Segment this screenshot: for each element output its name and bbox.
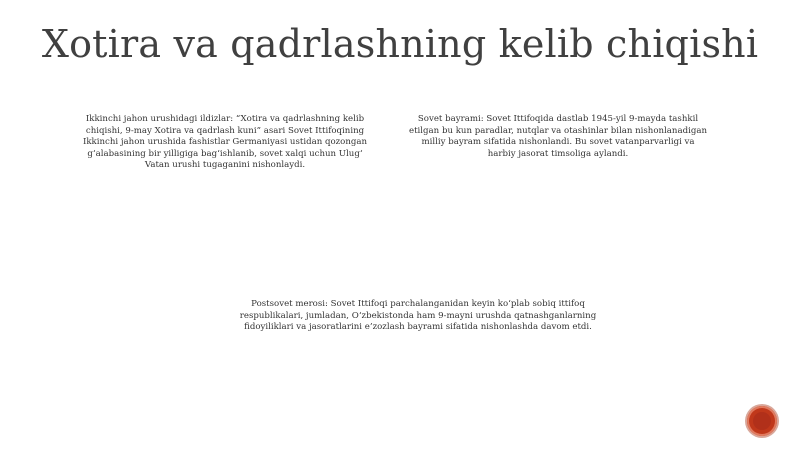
right-text-box: Sovet bayrami: Sovet Ittifoqida dastlab 1945-yil 9-mayda tashkil etilgan bu kun paradlar, nutqlar va otashinlar bilan nishonlanadigan milliy bayram sifatida nishonlandi. Bu sovet vatanparvarligi va harbiy jasorat timsoliga aylandi. — [409, 114, 707, 159]
left-text-box: Ikkinchi jahon urushidagi ildizlar: “Xotira va qadrlashning kelib chiqishi, 9-may Xotira va qadrlash kuni” asari Sovet Ittifoqining Ikkinchi jahon urushida fashistlar Germaniyasi ustidan qozongan g‘alabasining bir yilligiga bag‘ishlanib, sovet xalqi uchun Ulug‘ Vatan urushi tugaganini nishonlaydi. — [82, 114, 368, 171]
slide-title: Xotira va qadrlashning kelib chiqishi — [41, 22, 759, 66]
bottom-text-box: Postsovet merosi: Sovet Ittifoqi parchalanganidan keyin ko‘plab sobiq ittifoq respublikalari, jumladan, O‘zbekistonda ham 9-mayni urushda qatnashganlarning fidoyiliklari va jasoratlarini e’zozlash bayrami sifatida nishonlashda davom etdi. — [239, 299, 597, 333]
circle-nav-icon[interactable] — [747, 406, 777, 436]
